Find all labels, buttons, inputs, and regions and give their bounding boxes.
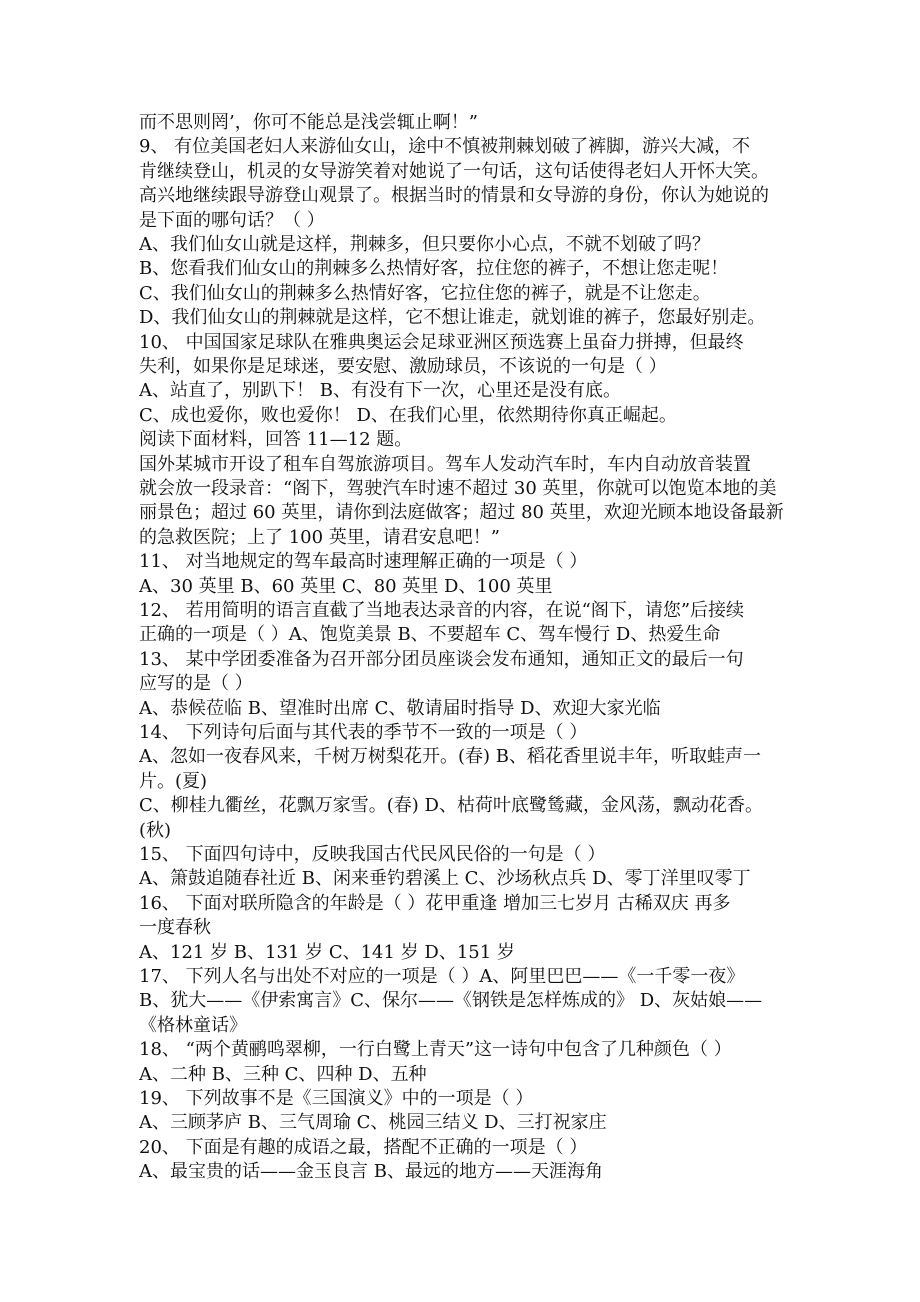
text-line: D、我们仙女山的荆棘就是这样，它不想让谁走，就划谁的裤子，您最好别走。 bbox=[139, 307, 766, 328]
text-line: 高兴地继续跟导游登山观景了。根据当时的情景和女导游的身份，你认为她说的 bbox=[139, 185, 769, 206]
text-line: B、您看我们仙女山的荆棘多么热情好客，拉住您的裤子，不想让您走呢！ bbox=[139, 258, 729, 279]
text-line: 丽景色；超过 60 英里，请你到法庭做客；超过 80 英里，欢迎光顾本地设备最新 bbox=[139, 502, 784, 523]
text-line: 失利，如果你是足球迷，要安慰、激励球员，不该说的一句是（ ） bbox=[139, 356, 667, 377]
text-line: C、我们仙女山的荆棘多么热情好客，它拉住您的裤子，就是不让您走。 bbox=[139, 283, 711, 304]
text-line: 国外某城市开设了租车自驾旅游项目。驾车人发动汽车时，车内自动放音装置 bbox=[139, 454, 751, 475]
text-line: A、30 英里 B、60 英里 C、80 英里 D、100 英里 bbox=[139, 576, 553, 597]
text-line: 肯继续登山，机灵的女导游笑着对她说了一句话，这句话使得老妇人开怀大笑。 bbox=[139, 161, 769, 182]
text-line: C、柳桂九衢丝，花飘万家雪。(春) D、枯荷叶底鹭鸶藏，金风荡，飘动花香。 bbox=[139, 795, 763, 816]
text-line: A、站直了，别趴下！ B、有没有下一次，心里还是没有底。 bbox=[139, 380, 621, 401]
text-line: 12、 若用简明的语言直截了当地表达录音的内容，在说“阁下，请您”后接续 bbox=[139, 600, 745, 621]
text-line: (秋) bbox=[139, 820, 172, 841]
text-line: 阅读下面材料，回答 11—12 题。 bbox=[139, 429, 413, 450]
text-line: A、忽如一夜春风来，千树万树梨花开。(春) B、稻花香里说丰年，听取蛙声一 bbox=[139, 746, 761, 767]
text-line: 片。(夏) bbox=[139, 771, 208, 792]
text-line: 正确的一项是（ ）A、饱览美景 B、不要超车 C、驾车慢行 D、热爱生命 bbox=[139, 624, 721, 645]
text-line: C、成也爱你，败也爱你！ D、在我们心里，依然期待你真正崛起。 bbox=[139, 405, 677, 426]
text-line: 的急救医院；上了 100 英里，请君安息吧！” bbox=[139, 527, 501, 548]
text-line: 17、 下列人名与出处不对应的一项是（ ）A、阿里巴巴——《一千零一夜》 bbox=[139, 966, 745, 987]
text-line: 而不思则罔’，你可不能总是浅尝辄止啊！” bbox=[139, 112, 478, 133]
text-line: 13、 某中学团委准备为召开部分团员座谈会发布通知，通知正文的最后一句 bbox=[139, 649, 744, 670]
text-line: 《格林童话》 bbox=[139, 1015, 247, 1036]
text-line: A、恭候莅临 B、望准时出席 C、敬请届时指导 D、欢迎大家光临 bbox=[139, 698, 661, 719]
text-line: B、犹大——《伊索寓言》C、保尔——《钢铁是怎样炼成的》 D、灰姑娘—— bbox=[139, 990, 763, 1011]
text-line: A、121 岁 B、131 岁 C、141 岁 D、151 岁 bbox=[139, 942, 515, 963]
text-line: 18、 “两个黄鹂鸣翠柳，一行白鹭上青天”这一诗句中包含了几种颜色（ ） bbox=[139, 1039, 732, 1060]
text-line: 19、 下列故事不是《三国演义》中的一项是（ ） bbox=[139, 1088, 534, 1109]
text-line: A、箫鼓追随春社近 B、闲来垂钓碧溪上 C、沙场秋点兵 D、零丁洋里叹零丁 bbox=[139, 868, 751, 889]
text-line: 应写的是（ ） bbox=[139, 673, 253, 694]
text-line: 14、 下列诗句后面与其代表的季节不一致的一项是（ ） bbox=[139, 722, 588, 743]
text-line: 一度春秋 bbox=[139, 917, 211, 938]
text-line: A、二种 B、三种 C、四种 D、五种 bbox=[139, 1064, 427, 1085]
text-line: 20、 下面是有趣的成语之最，搭配不正确的一项是（ ） bbox=[139, 1137, 588, 1158]
text-line: A、最宝贵的话——金玉良言 B、最远的地方——天涯海角 bbox=[139, 1161, 603, 1182]
text-line: A、我们仙女山就是这样，荆棘多，但只要你小心点，不就不划破了吗？ bbox=[139, 234, 710, 255]
text-line: 15、 下面四句诗中，反映我国古代民风民俗的一句是（ ） bbox=[139, 844, 606, 865]
text-line: 11、 对当地规定的驾车最高时速理解正确的一项是（ ） bbox=[139, 551, 588, 572]
text-line: 10、 中国国家足球队在雅典奥运会足球亚洲区预选赛上虽奋力拼搏，但最终 bbox=[139, 332, 744, 353]
text-line: 就会放一段录音：“阁下，驾驶汽车时速不超过 30 英里，你就可以饱览本地的美 bbox=[139, 478, 777, 499]
text-line: 9、 有位美国老妇人来游仙女山，途中不慎被荆棘划破了裤脚，游兴大减，不 bbox=[139, 136, 751, 157]
text-line: 16、 下面对联所隐含的年龄是（ ）花甲重逢 增加三七岁月 古稀双庆 再多 bbox=[139, 893, 731, 914]
text-line: A、三顾茅庐 B、三气周瑜 C、桃园三结义 D、三打祝家庄 bbox=[139, 1112, 607, 1133]
text-line: 是下面的哪句话？（ ） bbox=[139, 210, 325, 231]
